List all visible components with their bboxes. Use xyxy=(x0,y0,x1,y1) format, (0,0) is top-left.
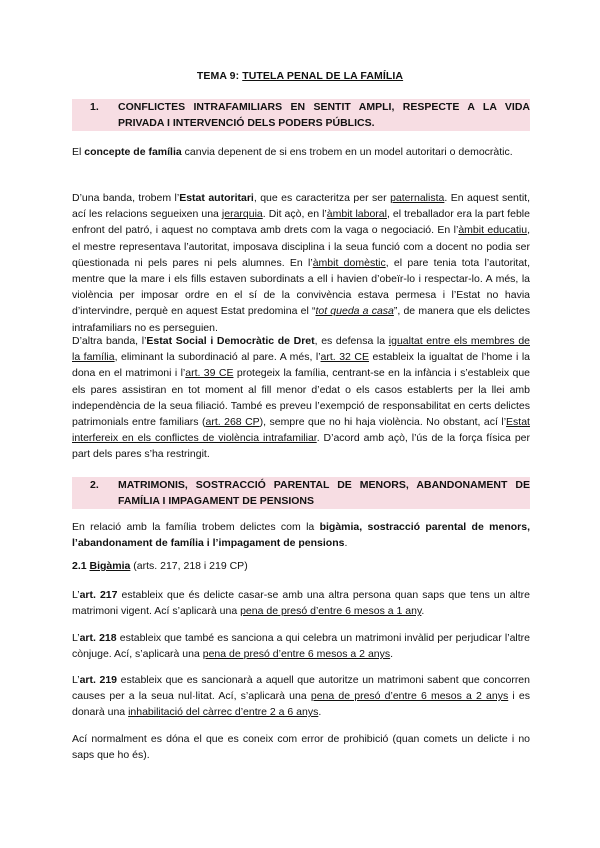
p4-b: bigàmia, sostracció parental de menors, l’abandonament de família i l’impagament de pensions xyxy=(72,521,530,550)
p3-l: Estat interfereix en els conflictes de violència intrafamiliar xyxy=(72,416,530,445)
p7-g: . xyxy=(318,706,322,719)
p3-e: , eliminant la subordinació al pare. A més, l’ xyxy=(114,351,321,364)
p7-b: art. 219 xyxy=(79,674,118,686)
p2-h: àmbit laboral xyxy=(326,208,387,221)
p1-a: El xyxy=(72,146,85,158)
section-2-number: 2. xyxy=(90,479,99,491)
p4-c: . xyxy=(344,537,348,550)
p3-b: Estat Social i Democràtic de Dret xyxy=(146,335,315,347)
p1-c: canvia depenent de si ens trobem en un model autoritari o democràtic. xyxy=(181,146,513,158)
p6-e: . xyxy=(390,648,394,661)
p2-f: jerarquia xyxy=(221,208,263,221)
p3-f: art. 32 CE xyxy=(320,351,369,364)
paragraph-art-218 xyxy=(72,630,530,662)
p3-m: . D’acord amb açò, l’ús de la força física per part dels pares s’ha restringit. xyxy=(72,432,530,461)
p5-e: . xyxy=(421,605,425,618)
p2-n: tot queda a casa xyxy=(315,305,394,318)
p5-d: pena de presó d’entre 6 mesos a 1 any xyxy=(240,605,422,618)
p7-e: i es donarà una xyxy=(72,690,530,719)
p6-c: estableix que també es sanciona a qui celebra un matrimoni invàlid per perjudicar l’altre cònjuge. Ací, s’aplicarà una xyxy=(72,632,530,661)
p7-f: inhabilitació del càrrec d’entre 2 a 6 anys xyxy=(128,706,319,719)
p2-g: . Dit açò, en l’ xyxy=(262,208,327,221)
p5-c: estableix que és delicte casar-se amb una altra persona quan saps que tens un altre matrimoni vigent. Ací s’aplicarà una xyxy=(72,589,531,618)
p1-b: concepte de família xyxy=(84,146,182,158)
p3-j: art. 268 CP xyxy=(205,416,260,429)
section-2-heading xyxy=(72,477,530,509)
p2-m: , el pare tenia tota l’autoritat, mentre que la mare i els fills estaven subordinats a ell i havien d’obeïr-lo i respectar-lo. A més, la violència per imposar ordre en el sí de la convivència estava permesa i l’Estat no havia d’intervindre, perquè en aquest Estat predomina el “ xyxy=(72,256,531,318)
p7-d: pena de presó d’entre 6 mesos a 2 anys xyxy=(310,690,509,703)
p2-a: D’una banda, trobem l’ xyxy=(72,192,180,204)
document-title xyxy=(0,70,600,82)
p2-i: , el treballador era la part feble enfront del patró, i aquest no comptava amb drets com la vaga o negociació. En l’ xyxy=(72,208,530,237)
p2-d: paternalista xyxy=(390,192,445,204)
title-main: TUTELA PENAL DE LA FAMÍLIA xyxy=(242,70,404,82)
title-prefix: TEMA 9: xyxy=(196,70,243,82)
p2-k: , el mestre representava l’autoritat, imposava disciplina i la seua funció com a docent no podia ser qüestionada ni pels pares ni pels alumnes. En l’ xyxy=(72,224,531,269)
p5-b: art. 217 xyxy=(79,589,118,601)
paragraph-social-democratic-state xyxy=(72,333,530,463)
p2-j: àmbit educatiu xyxy=(458,224,528,237)
p2-c: , que es caracteritza per ser xyxy=(253,192,391,204)
sub21-name: Bigàmia xyxy=(89,560,131,572)
p7-a: L’ xyxy=(72,674,80,686)
p8-text: Ací normalment es dóna el que es coneix com error de prohibició (quan comets un delicte i no saps que ho és). xyxy=(72,733,530,762)
subsection-2-1-heading xyxy=(72,558,248,574)
paragraph-family-crimes xyxy=(72,519,530,551)
sub21-arts: (arts. 217, 218 i 219 CP) xyxy=(130,560,248,572)
paragraph-art-219 xyxy=(72,672,530,721)
section-1-text: CONFLICTES INTRAFAMILIARS EN SENTIT AMPLI, RESPECTE A LA VIDA PRIVADA I INTERVENCIÓ DELS PODERS PÚBLICS. xyxy=(118,101,530,129)
p3-d: igualtat entre els membres de la família xyxy=(72,335,530,364)
paragraph-art-217 xyxy=(72,587,530,619)
p6-b: art. 218 xyxy=(79,632,117,644)
p3-c: , es defensa la xyxy=(314,335,389,347)
p6-a: L’ xyxy=(72,632,80,644)
p3-k: ), sempre que no hi haja violència. No obstant, ací l’ xyxy=(259,416,507,429)
section-2-text: MATRIMONIS, SOSTRACCIÓ PARENTAL DE MENORS, ABANDONAMENT DE FAMÍLIA I IMPAGAMENT DE PENSIONS xyxy=(118,479,530,507)
p3-a: D’altra banda, l’ xyxy=(72,335,147,347)
section-1-heading xyxy=(72,99,530,131)
p3-g: estableix la igualtat de l’home i la dona en el matrimoni i l’ xyxy=(72,351,530,380)
p7-c: estableix que es sancionarà a aquell que autoritze un matrimoni sabent que concorren causes per a la seua nul·litat. Ací, s’aplicarà una xyxy=(72,674,530,703)
section-1-number: 1. xyxy=(90,101,99,113)
p6-d: pena de presó d’entre 6 mesos a 2 anys xyxy=(202,648,391,661)
p2-l: àmbit domèstic xyxy=(312,256,386,269)
paragraph-family-concept xyxy=(72,144,530,160)
p4-a: En relació amb la família trobem delictes com la xyxy=(72,521,320,533)
p2-e: . En aquest sentit, ací les relacions segueixen una xyxy=(72,192,530,221)
paragraph-prohibition-error xyxy=(72,731,530,763)
p5-a: L’ xyxy=(72,589,80,601)
sub21-num: 2.1 xyxy=(72,560,90,572)
p2-b: Estat autoritari xyxy=(179,192,254,204)
p3-h: art. 39 CE xyxy=(185,367,234,380)
p3-i: protegeix la família, centrant-se en la infància i s’estableix que els pares assistiran en tot moment al fill menor d’edat o els casos establerts per la llei amb independència de la seua filiació. També es preveu l’exempció de responsabilitat en certs delictes patrimonials entre familiars ( xyxy=(72,367,531,429)
p2-o: ”, de manera que els delictes intrafamiliars no es perseguien. xyxy=(72,305,530,334)
paragraph-authoritarian-state xyxy=(72,190,530,336)
